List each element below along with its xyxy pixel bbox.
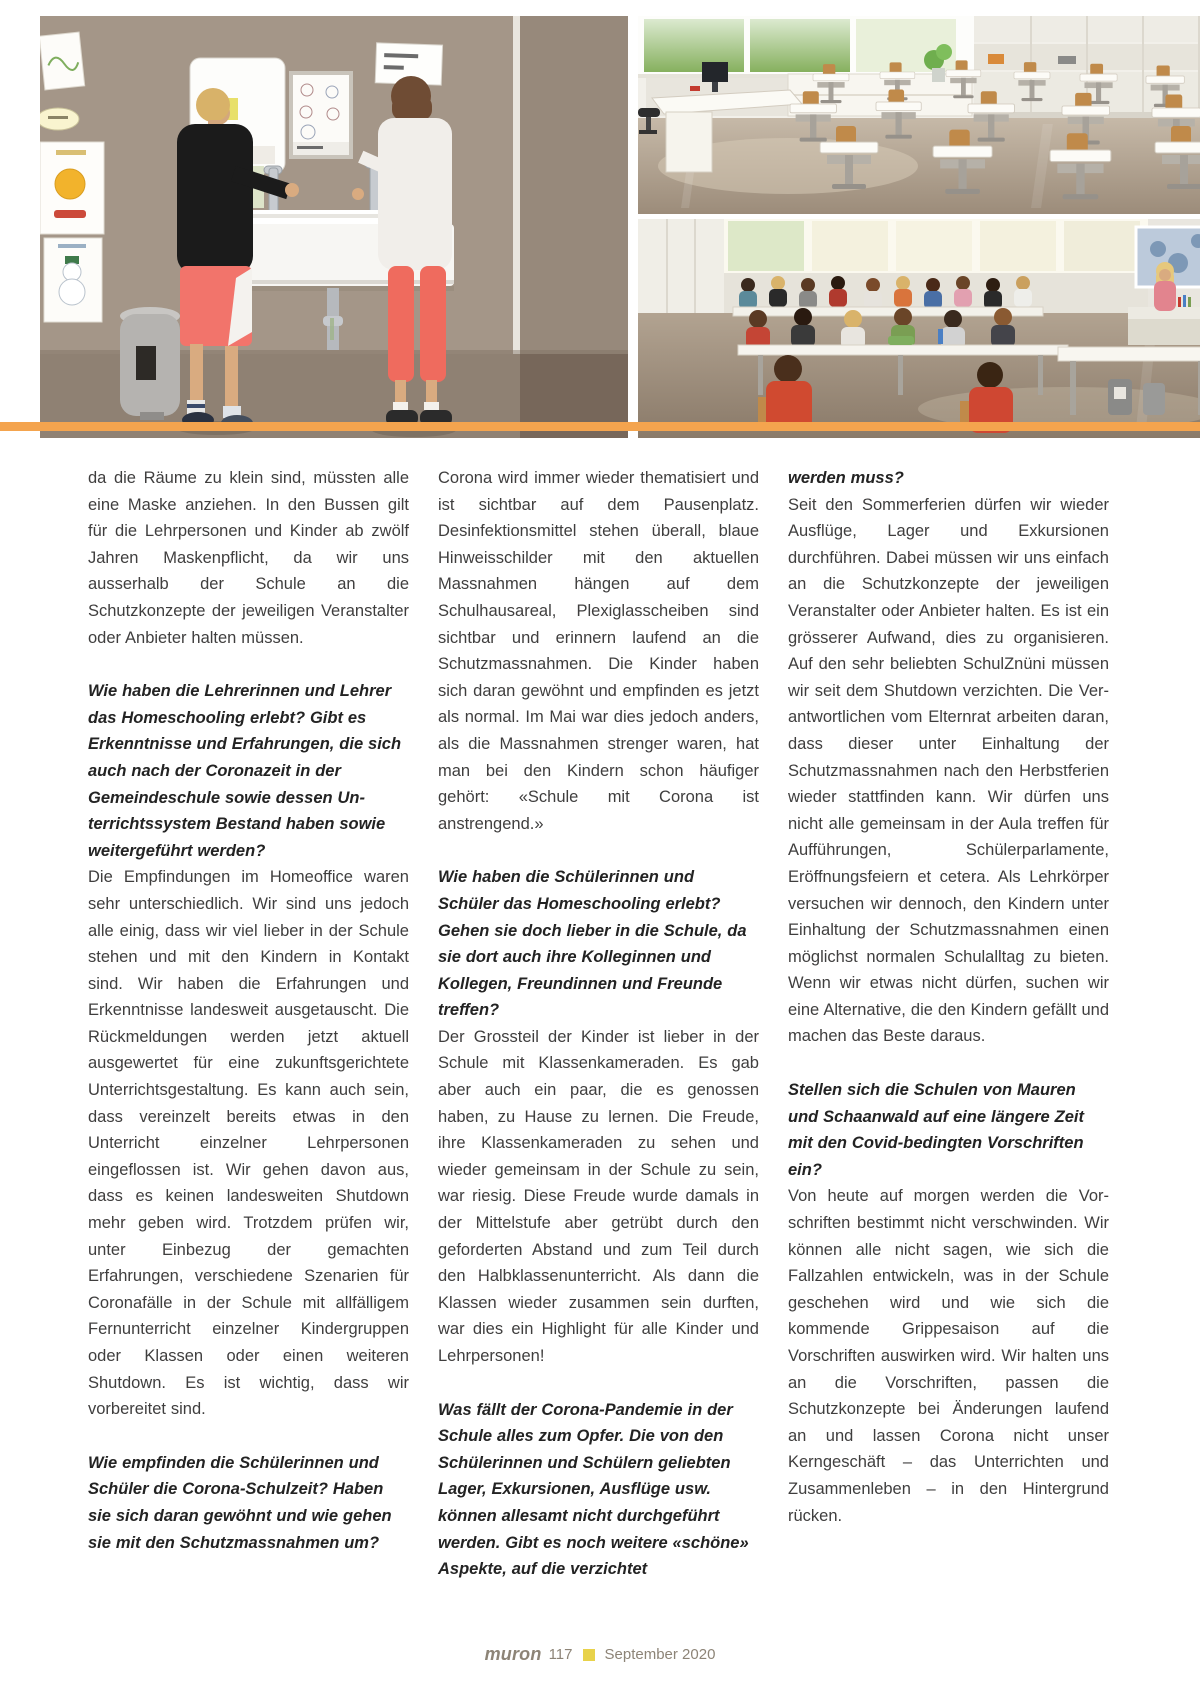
interview-question: Wie haben die Schülerinnen und Schüler das Homeschooling erlebt? Gehen sie doch lieber in die Schule, da sie dort auch ihre Kolleginnen und Kollegen, Freundinnen und Freunde treffen? xyxy=(438,868,747,1020)
article-column-3 xyxy=(788,465,1109,1529)
photo-children-handwashing-image xyxy=(40,16,628,438)
article-column-2 xyxy=(438,465,759,1583)
photo-classroom-with-students-image xyxy=(638,219,1200,438)
photo-children-handwashing xyxy=(40,16,628,438)
interview-question: Stellen sich die Schulen von Mauren und Schaanwald auf eine längere Zeit mit den Covid-bedingten Vorschriften ein? xyxy=(788,1081,1084,1179)
photo-classroom-with-students xyxy=(638,219,1200,438)
article-paragraph: Von heute auf morgen werden die Vorschriften bestimmt nicht verschwinden. Wir können alle nicht sagen, wie sich die Fallzahlen entwickeln, was in der Schule geschehen wird und wie sich die kommende Grippesaison auf die Vorschriften auswirken wird. Wir halten uns an die Vorschriften, passen die Schutzkonzepte bei Änderungen laufend an und lassen Corona nicht unser Kerngeschäft – das Unterrichten und Zusammenleben – in den Hintergrund rücken. xyxy=(788,1187,1109,1525)
interview-question: Wie haben die Lehrerinnen und Lehrer das Homeschooling erlebt? Gibt es Erkenntnisse und Erfahrungen, die sich auch nach der Coronazeit in der Gemeindeschule sowie dessen Unterrichtssystem Bestand haben sowie weitergeführt werden? xyxy=(88,682,402,860)
magazine-name: muron xyxy=(484,1644,542,1664)
article-paragraph: Corona wird immer wieder thematisiert und ist sichtbar auf dem Pausenplatz. Desinfektionsmittel stehen überall, blaue Hinweisschilder mit den aktuellen Massnahmen hängen auf dem Schulhausareal, Plexiglasscheiben sind sichtbar und erinnern laufend an die Schutzmassnahmen. Die Kinder haben sich daran gewöhnt und empfinden es jetzt als normal. Im Mai war dies jedoch anders, als die Massnahmen strenger waren, hat man bei den Kindern schon häufiger gehört: «Schule mit Corona ist anstrengend.» xyxy=(438,469,759,833)
orange-divider-bar xyxy=(0,422,1200,431)
issue-date: September 2020 xyxy=(604,1646,716,1663)
page-footer xyxy=(0,1644,1200,1665)
photo-empty-classroom xyxy=(638,16,1200,214)
article-paragraph: Seit den Sommerferien dürfen wir wieder Ausflüge, Lager und Exkursionen durchführen. Dabei müssen wir uns einfach an die Schutzkonzepte der jeweiligen Veranstalter oder Anbieter halten. Es ist ein grösserer Aufwand, dies zu organisieren. Auf den sehr beliebten SchulZnüni müssen wir seit dem Shutdown verzichten. Die Verantwortlichen vom Elternrat arbeiten daran, dass dieser unter Einhaltung der Schutzmassnahmen nach den Herbstferien wieder stattfinden kann. Wir dürfen uns nicht alle gemeinsam in der Aula treffen für Aufführungen, Schülerparlamente, Eröffnungsfeiern et cetera. Als Lehrkörper versuchen wir dennoch, den Kindern unter Einhaltung der Schutzmassnahmen einen möglichst normalen Schulalltag zu bieten. Wenn wir etwas nicht dürfen, suchen wir eine Alternative, die den Kindern gefällt und machen das Beste daraus. xyxy=(788,495,1109,1046)
article-paragraph: Die Empfindungen im Homeoffice waren sehr unterschiedlich. Wir sind uns jedoch alle einig, dass wir viel lieber in der Schule stehen und mit den Kindern in Kontakt sind. Wir haben die Erfahrungen und Erkenntnisse landesweit ausgetauscht. Die Rückmeldungen werden jetzt aktuell ausgewertet für eine zukunftsgerichtete Unterrichtsgestaltung. Es kann auch sein, dass vereinzelt bereits etwas in den Unterricht einzelner Lehrpersonen eingeflossen ist. Wir gehen davon aus, dass es keinen landesweiten Shutdown mehr geben wird. Trotzdem prüfen wir, unter Einbezug der gemachten Erfahrungen, verschiedene Szenarien für Coronafälle in der Schule mit allfälligem Fernunterricht einzelner Kindergruppen oder Klassen oder einen weiteren Shutdown. Es ist wichtig, dass wir vorbereitet sind. xyxy=(88,868,409,1419)
article-column-1 xyxy=(88,465,409,1556)
issue-number: 117 xyxy=(548,1646,573,1663)
footer-square-icon xyxy=(583,1649,595,1661)
interview-question: werden muss? xyxy=(788,469,904,487)
interview-question: Was fällt der Corona-Pandemie in der Schule alles zum Opfer. Die von den Schülerinnen und Schülern geliebten Lager, Exkursionen, Ausflüge usw. können allesamt nicht durchgeführt werden. Gibt es noch weitere «schöne» Aspekte, auf die verzichtet xyxy=(438,1400,749,1579)
interview-question: Wie empfinden die Schülerinnen und Schüler die Corona-Schulzeit? Haben sie sich daran gewöhnt und wie gehen sie mit den Schutzmassnahmen um? xyxy=(88,1453,392,1552)
photo-empty-classroom-image xyxy=(638,16,1200,214)
article-paragraph: Der Grossteil der Kinder ist lieber in der Schule mit Klassenkameraden. Es gab aber auch ein paar, die es genossen haben, zu Hause zu lernen. Die Freude, ihre Klassenkameraden zu sehen und wieder gemeinsam in der Schule zu sein, war riesig. Diese Freude wurde damals in der Mittelstufe aber getrübt durch den geforderten Abstand und zum Teil durch den Halbklassenunterricht. Als dann die Klassen wieder zusammen sein durften, war dies ein Highlight für alle Kinder und Lehrpersonen! xyxy=(438,1027,759,1365)
article-paragraph: da die Räume zu klein sind, müssten alle eine Maske anziehen. In den Bussen gilt für die Lehrpersonen und Kinder ab zwölf Jahren Maskenpflicht, da wir uns ausserhalb der Schule an die Schutzkonzepte der jeweiligen Veranstalter oder Anbieter halten müssen. xyxy=(88,469,409,647)
